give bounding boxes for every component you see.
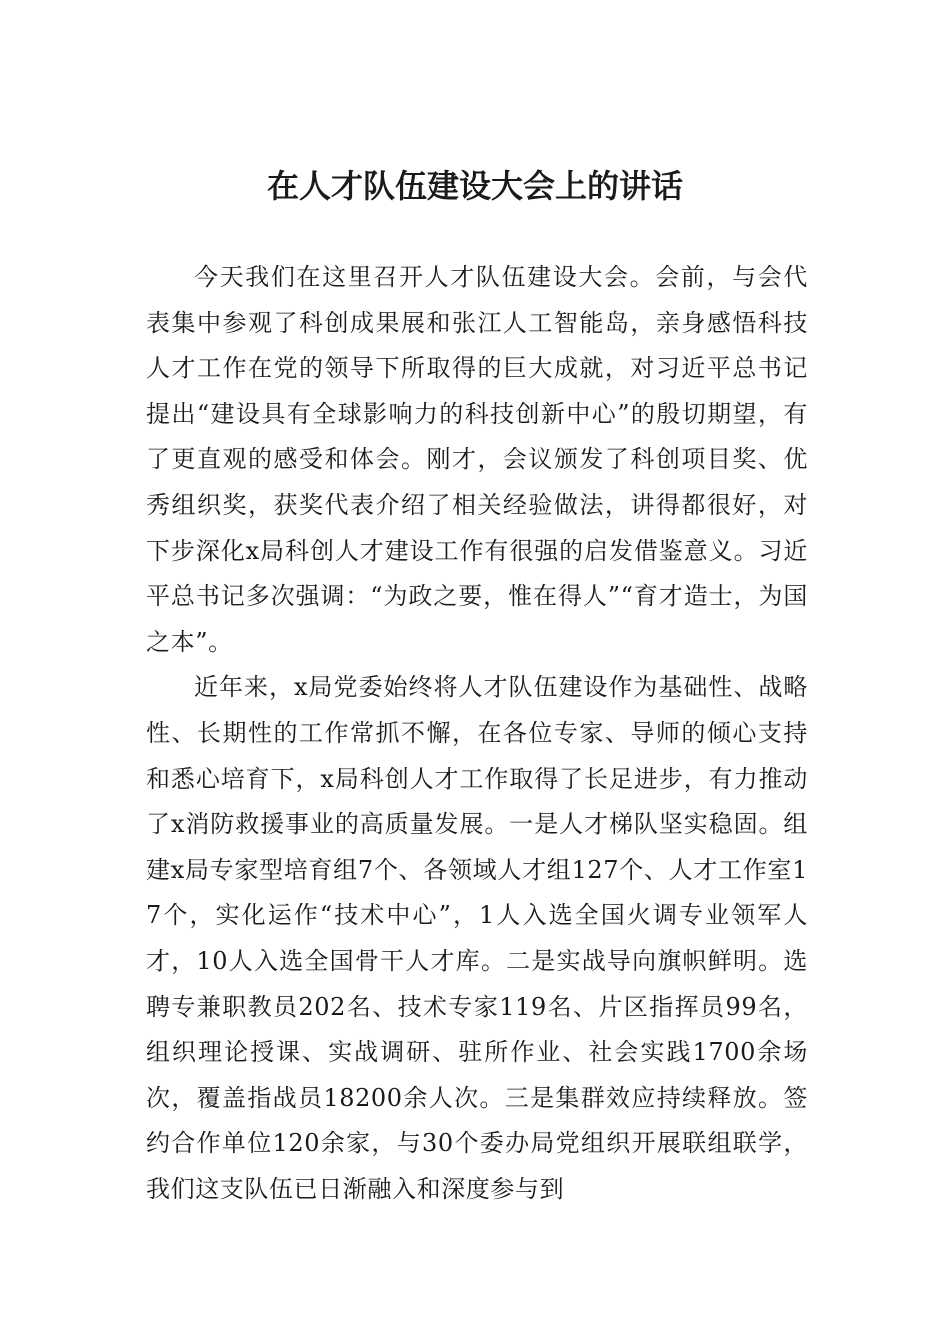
document-body (146, 255, 808, 1212)
document-title: 在人才队伍建设大会上的讲话 (266, 167, 683, 205)
paragraph-intro: 今天我们在这里召开人才队伍建设大会。会前，与会代表集中参观了科创成果展和张江人工智能岛，亲身感悟科技人才工作在党的领导下所取得的巨大成就，对习近平总书记提出“建设具有全球影响力的科技创新中心”的殷切期望，有了更直观的感受和体会。刚才，会议颁发了科创项目奖、优秀组织奖，获奖代表介绍了相关经验做法，讲得都很好，对下步深化x局科创人才建设工作有很强的启发借鉴意义。习近平总书记多次强调：“为政之要，惟在得人”“育才造士，为国之本”。 (146, 263, 808, 656)
paragraph-achievements: 近年来，x局党委始终将人才队伍建设作为基础性、战略性、长期性的工作常抓不懈，在各位专家、导师的倾心支持和悉心培育下，x局科创人才工作取得了长足进步，有力推动了x消防救援事业的高质量发展。一是人才梯队坚实稳固。组建x局专家型培育组7个、各领域人才组127个、人才工作室17个，实化运作“技术中心”，1人入选全国火调专业领军人才，10人入选全国骨干人才库。二是实战导向旗帜鲜明。选聘专兼职教员202名、技术专家119名、片区指挥员99名，组织理论授课、实战调研、驻所作业、社会实践1700余场次，覆盖指战员18200余人次。三是集群效应持续释放。签约合作单位120余家，与30个委办局党组织开展联组联学，我们这支队伍已日渐融入和深度参与到 (146, 673, 808, 1203)
